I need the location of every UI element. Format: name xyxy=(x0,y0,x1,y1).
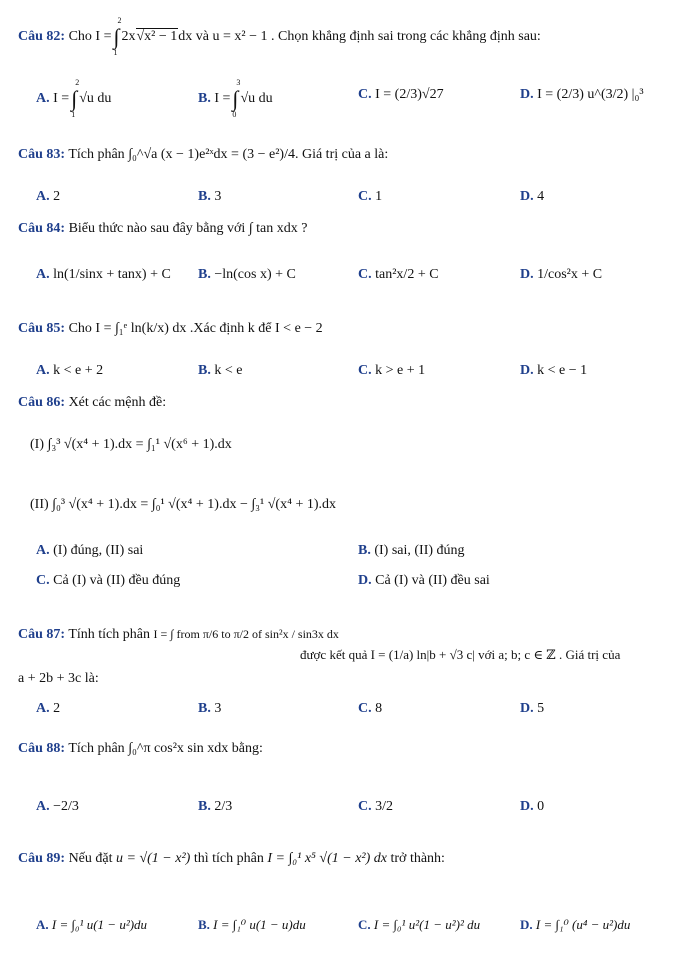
q88-integral: ∫₀^π cos²x sin xdx xyxy=(128,741,229,756)
q84-option-c[interactable]: C. tan²x/2 + C xyxy=(358,267,439,282)
q84-option-d[interactable]: D. 1/cos²x + C xyxy=(520,267,603,282)
q83-option-d[interactable]: D. 4 xyxy=(520,189,545,204)
q82-stem xyxy=(18,16,541,57)
q85-option-b[interactable]: B. k < e xyxy=(198,363,243,378)
q85-label: Câu 85: xyxy=(18,321,66,336)
q82-option-c-expr: I = (2/3)√27 xyxy=(375,87,444,102)
q85-stem: Câu 85: Cho I = ∫₁ᵉ ln(k/x) dx .Xác định k để I < e − 2 xyxy=(18,321,323,336)
q89-option-c[interactable]: C. I = ∫₀¹ u²(1 − u²)² du xyxy=(358,917,481,932)
q89-label: Câu 89: xyxy=(18,851,66,866)
q88-label: Câu 88: xyxy=(18,741,66,756)
q86-label: Câu 86: xyxy=(18,395,66,410)
q82-text-b: và u = x² − 1 . Chọn khẳng định sai trong các khẳng định sau: xyxy=(195,29,541,45)
q84-option-b[interactable]: B. −ln(cos x) + C xyxy=(198,267,296,282)
q85-integral: I = ∫₁ᵉ ln(k/x) dx xyxy=(95,321,187,336)
q87-option-d[interactable]: D. 5 xyxy=(520,701,545,716)
q87-result: I = (1/a) ln|b + √3 c| xyxy=(370,647,475,662)
q82-option-c[interactable]: C. I = (2/3)√27 xyxy=(358,87,444,102)
q88-option-b[interactable]: B. 2/3 xyxy=(198,799,233,814)
q86-statement-1: (I) ∫₃³ √(x⁴ + 1).dx = ∫₁¹ √(x⁶ + 1).dx xyxy=(30,437,232,452)
q89-integral: I = ∫₀¹ x⁵ √(1 − x²) dx xyxy=(267,851,387,866)
q82-label: Câu 82: xyxy=(18,29,66,45)
q88-option-c[interactable]: C. 3/2 xyxy=(358,799,394,814)
q84-label: Câu 84: xyxy=(18,221,66,236)
q86-option-d[interactable]: D. Cả (I) và (II) đều sai xyxy=(358,573,490,588)
q83-integral: ∫₀^√a (x − 1)e²ˣdx = (3 − e²)/4 xyxy=(128,147,295,162)
q85-option-a[interactable]: A. k < e + 2 xyxy=(36,363,104,378)
q87-label: Câu 87: xyxy=(18,627,66,642)
q87-option-a[interactable]: A. 2 xyxy=(36,701,61,716)
q86-option-c[interactable]: C. Cả (I) và (II) đều đúng xyxy=(36,573,181,588)
q89-substitution: u = √(1 − x²) xyxy=(116,851,191,866)
q82-option-d[interactable]: D. I = (2/3) u^(3/2) |₀³ xyxy=(520,87,644,102)
q88-option-d[interactable]: D. 0 xyxy=(520,799,545,814)
q89-option-d[interactable]: D. I = ∫₁⁰ (u⁴ − u²)du xyxy=(520,917,631,932)
q83-stem: Câu 83: Tích phân ∫₀^√a (x − 1)e²ˣdx = (3 − e²)/4. Giá trị của a là: xyxy=(18,147,389,162)
q87-option-b[interactable]: B. 3 xyxy=(198,701,222,716)
q86-option-a[interactable]: A. (I) đúng, (II) sai xyxy=(36,543,144,558)
q86-stem: Câu 86: Xét các mệnh đề: xyxy=(18,395,167,410)
q87-integral: I = ∫ from π/6 to π/2 of sin²x / sin3x dx xyxy=(153,627,339,641)
q86-statement-2: (II) ∫₀³ √(x⁴ + 1).dx = ∫₀¹ √(x⁴ + 1).dx − ∫₃¹ √(x⁴ + 1).dx xyxy=(30,497,337,512)
q88-stem: Câu 88: Tích phân ∫₀^π cos²x sin xdx bằng: xyxy=(18,741,263,756)
q82-integral: I =∫ 2 1 2x√x² − 1dx xyxy=(95,16,193,57)
q87-option-c[interactable]: C. 8 xyxy=(358,701,383,716)
q82-option-d-expr: I = (2/3) u^(3/2) |₀³ xyxy=(537,87,644,102)
q83-option-b[interactable]: B. 3 xyxy=(198,189,222,204)
q87-line2: a + 2b + 3c là: xyxy=(18,671,99,686)
q89-option-b[interactable]: B. I = ∫₁⁰ u(1 − u)du xyxy=(198,917,306,932)
q89-option-a[interactable]: A. I = ∫₀¹ u(1 − u²)du xyxy=(36,917,148,932)
q85-option-d[interactable]: D. k < e − 1 xyxy=(520,363,588,378)
q88-option-a[interactable]: A. −2/3 xyxy=(36,799,79,814)
q86-option-b[interactable]: B. (I) sai, (II) đúng xyxy=(358,543,465,558)
q83-label: Câu 83: xyxy=(18,147,66,162)
q84-stem: Câu 84: Biểu thức nào sau đây bằng với ∫ tan xdx ? xyxy=(18,221,308,236)
q89-stem: Câu 89: Nếu đặt u = √(1 − x²) thì tích phân I = ∫₀¹ x⁵ √(1 − x²) dx trở thành: xyxy=(18,851,445,866)
q82-option-a[interactable]: A. I =∫ 2 1 √u du xyxy=(36,78,112,119)
q87-result-line: được kết quả I = (1/a) ln|b + √3 c| với a; b; c ∈ ℤ . Giá trị của xyxy=(300,647,621,662)
q82-text-a: Cho xyxy=(68,29,92,45)
q87-stem: Câu 87: Tính tích phân I = ∫ from π/6 to π/2 of sin²x / sin3x dx xyxy=(18,627,339,642)
q83-option-a[interactable]: A. 2 xyxy=(36,189,61,204)
q84-option-a[interactable]: A. ln(1/sinx + tanx) + C xyxy=(36,267,171,282)
q83-option-c[interactable]: C. 1 xyxy=(358,189,383,204)
q85-option-c[interactable]: C. k > e + 1 xyxy=(358,363,426,378)
q82-option-b[interactable]: B. I =∫ 3 0 √u du xyxy=(198,78,273,119)
